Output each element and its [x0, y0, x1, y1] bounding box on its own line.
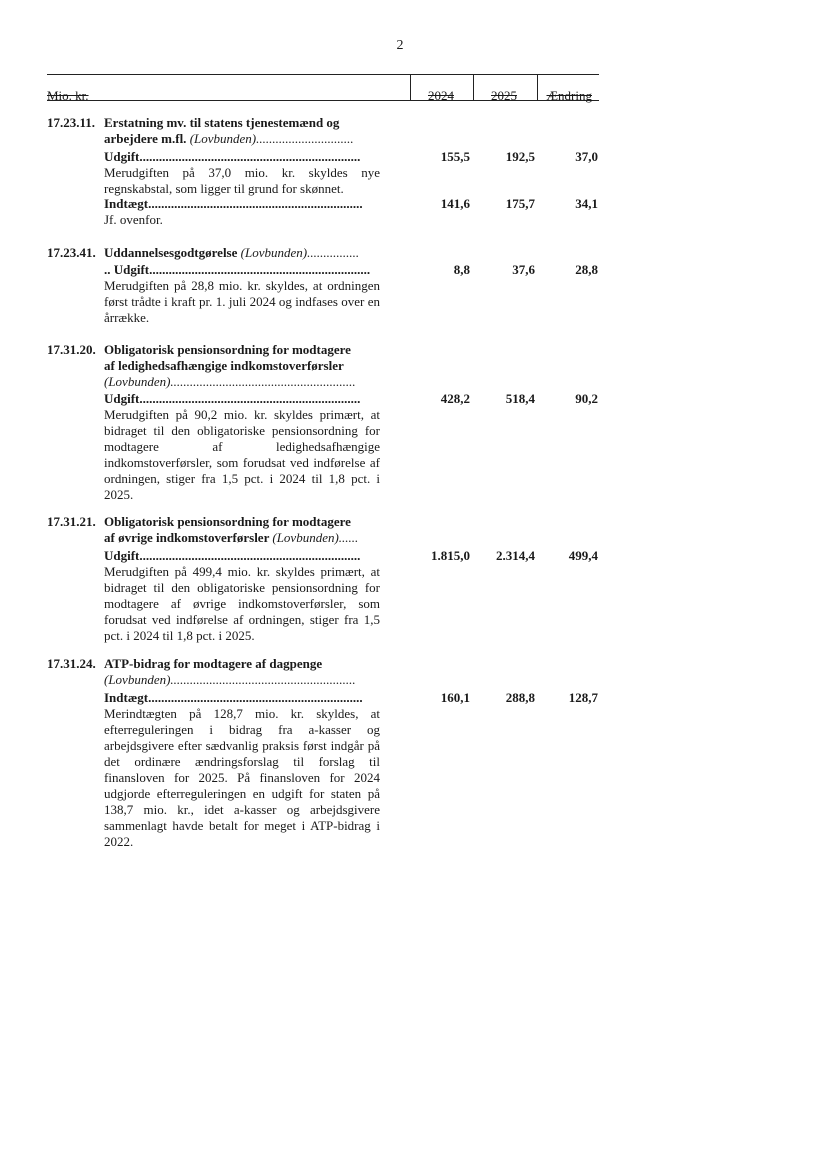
- value-2025: 37,6: [512, 262, 535, 277]
- section-title-line: [104, 131, 380, 147]
- value-2025: 518,4: [505, 391, 535, 406]
- value-2024: 155,5: [440, 149, 470, 164]
- header-top-rule: [47, 74, 599, 75]
- unit-label: Mio. kr.: [47, 88, 89, 103]
- row-label-udgift: Udgift....................................................................: [104, 548, 361, 563]
- law-reference: (Lovbunden).........................................................: [104, 374, 356, 389]
- section-title-line: ATP-bidrag for modtagere af dagpenge: [104, 656, 323, 671]
- row-description: Merudgiften på 499,4 mio. kr. skyldes primært, at bidraget til den obligatoriske pensionsordning for modtagere af øvrige indkomstoverførsler, som forudsat ved indførelse af ordningen, stiger fra 1,5 pct. i 2024 til 1,8 pct. i 2025.: [104, 564, 380, 643]
- value-change: 37,0: [575, 149, 598, 164]
- law-reference: (Lovbunden)..............................: [189, 131, 354, 146]
- law-reference: (Lovbunden).........................................................: [104, 672, 356, 687]
- section-title-line: Obligatorisk pensionsordning for modtagere: [104, 342, 351, 357]
- value-2025: 175,7: [505, 196, 535, 211]
- value-2025: 2.314,4: [496, 548, 535, 563]
- section-code: 17.23.11.: [47, 115, 96, 130]
- section-title-line: Erstatning mv. til statens tjenestemænd og: [104, 115, 340, 130]
- page-number: 2: [396, 38, 404, 53]
- value-change: 128,7: [568, 690, 598, 705]
- section-title-text: Uddannelsesgodtgørelse: [104, 245, 241, 260]
- col-header-2025: 2025: [491, 88, 517, 103]
- row-description: Merudgiften på 28,8 mio. kr. skyldes, at ordningen først trådte i kraft pr. 1. juli 2024 og indfases over en årrække.: [104, 278, 380, 325]
- value-change: 90,2: [575, 391, 598, 406]
- col-header-change: Ændring: [546, 88, 592, 103]
- law-reference: (Lovbunden)................: [240, 245, 360, 260]
- row-description: Merudgiften på 90,2 mio. kr. skyldes primært, at bidraget til den obligatoriske pensionsordning for modtagere af ledighedsafhængige indkomstoverførsler, som forudsat ved indførelse af ordningen, stiger fra 1,5 pct. i 2024 til 1,8 pct. i 2025.: [104, 407, 380, 502]
- row-description: Merudgiften på 37,0 mio. kr. skyldes nye regnskabstal, som ligger til grund for skønnet.: [104, 165, 380, 196]
- row-label-indtaegt: Indtægt..................................................................: [104, 196, 363, 211]
- section-title-text: arbejdere m.fl.: [104, 131, 190, 146]
- value-2024: 160,1: [440, 690, 470, 705]
- value-change: 28,8: [575, 262, 598, 277]
- value-2024: 141,6: [440, 196, 470, 211]
- value-change: 34,1: [575, 196, 598, 211]
- section-title: [104, 342, 380, 390]
- section-title: [104, 656, 380, 688]
- value-2024: 428,2: [440, 391, 470, 406]
- section-title-line: [104, 245, 380, 261]
- section-code: 17.31.21.: [47, 514, 96, 529]
- section-code: 17.23.41.: [47, 245, 96, 260]
- value-2024: 8,8: [453, 262, 470, 277]
- section-title: [104, 245, 380, 261]
- row-description: Jf. ovenfor.: [104, 212, 163, 227]
- section-title: [104, 514, 380, 546]
- section-title-line: Obligatorisk pensionsordning for modtagere: [104, 514, 351, 529]
- row-label-indtaegt: Indtægt..................................................................: [104, 690, 363, 705]
- value-2024: 1.815,0: [431, 548, 470, 563]
- col-header-2024: 2024: [428, 88, 454, 103]
- section-code: 17.31.20.: [47, 342, 96, 357]
- value-2025: 288,8: [505, 690, 535, 705]
- row-description: Merindtægten på 128,7 mio. kr. skyldes, at efterreguleringen i bidrag fra a-kasser og arbejdsgivere efter sædvanlig praksis først indgår på det ordinære ændringsforslag til forslag til finansloven for 2025. På finansloven for 2024 udgjorde efterreguleringen en udgift for staten på 138,7 mio. kr., idet a-kasser og arbejdsgivere sammenlagt havde betalt for meget i ATP-bidrag i 2022.: [104, 706, 380, 849]
- law-reference: (Lovbunden)......: [272, 530, 359, 545]
- row-label-udgift: Udgift....................................................................: [104, 149, 361, 164]
- row-label-udgift: .. Udgift....................................................................: [104, 262, 370, 277]
- section-title-text: af øvrige indkomstoverførsler: [104, 530, 273, 545]
- section-code: 17.31.24.: [47, 656, 96, 671]
- value-change: 499,4: [568, 548, 598, 563]
- section-title: [104, 115, 380, 147]
- value-2025: 192,5: [505, 149, 535, 164]
- row-label-udgift: Udgift....................................................................: [104, 391, 361, 406]
- section-title-line: [104, 530, 380, 546]
- section-title-line: af ledighedsafhængige indkomstoverførsler: [104, 358, 344, 373]
